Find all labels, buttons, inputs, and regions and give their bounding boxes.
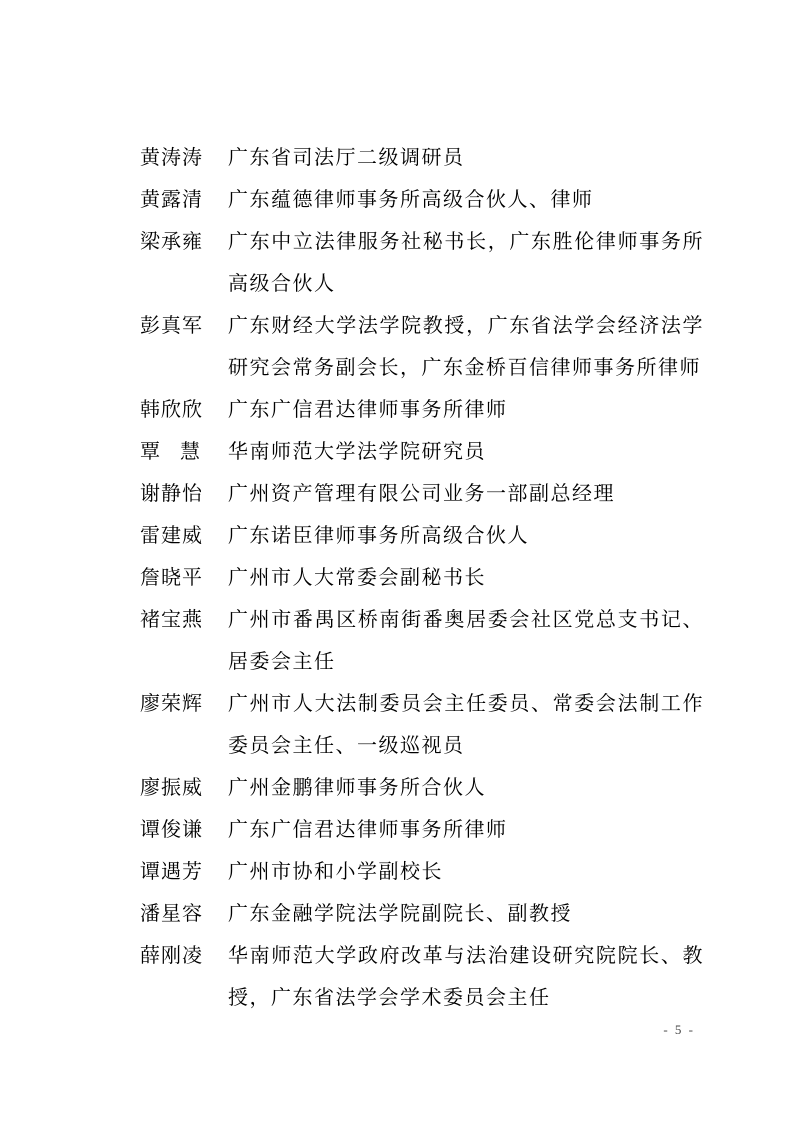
member-description: 广州金鹏律师事务所合伙人 [228, 775, 486, 799]
member-name: 谭俊谦 [140, 817, 203, 841]
member-description: 广东广信君达律师事务所律师 [228, 817, 508, 841]
member-description: 广东蕴德律师事务所高级合伙人、律师 [228, 187, 594, 211]
member-name: 潘星容 [140, 901, 203, 925]
member-list [140, 136, 730, 1018]
list-item [140, 766, 730, 808]
member-description: 广州市人大法制委员会主任委员、常委会法制工作委员会主任、一级巡视员 [228, 691, 704, 757]
member-name: 谢静怡 [140, 481, 203, 505]
member-description: 华南师范大学政府改革与法治建设研究院院长、教授，广东省法学会学术委员会主任 [228, 943, 704, 1009]
member-name: 廖荣辉 [140, 691, 203, 715]
list-item [140, 304, 730, 388]
member-name: 彭真军 [140, 313, 203, 337]
list-item [140, 934, 730, 1018]
member-name: 雷建威 [140, 523, 203, 547]
member-name: 黄涛涛 [140, 145, 203, 169]
list-item [140, 808, 730, 850]
member-name: 褚宝燕 [140, 607, 203, 631]
member-description: 华南师范大学法学院研究员 [228, 439, 486, 463]
member-description: 广东财经大学法学院教授，广东省法学会经济法学研究会常务副会长，广东金桥百信律师事务所律师 [228, 313, 704, 379]
member-description: 广州资产管理有限公司业务一部副总经理 [228, 481, 615, 505]
member-description: 广东金融学院法学院副院长、副教授 [228, 901, 572, 925]
list-item [140, 388, 730, 430]
member-description: 广东中立法律服务社秘书长，广东胜伦律师事务所高级合伙人 [228, 229, 704, 295]
member-name: 覃 慧 [140, 439, 200, 463]
member-name: 黄露清 [140, 187, 203, 211]
list-item [140, 892, 730, 934]
member-description: 广东省司法厅二级调研员 [228, 145, 465, 169]
member-name: 韩欣欣 [140, 397, 203, 421]
member-description: 广东广信君达律师事务所律师 [228, 397, 508, 421]
list-item [140, 850, 730, 892]
member-name: 谭遇芳 [140, 859, 203, 883]
member-description: 广东诺臣律师事务所高级合伙人 [228, 523, 529, 547]
list-item [140, 598, 730, 682]
list-item [140, 430, 730, 472]
page-number: - 5 - [663, 1022, 695, 1037]
member-description: 广州市人大常委会副秘书长 [228, 565, 486, 589]
member-description: 广州市番禺区桥南街番奥居委会社区党总支书记、居委会主任 [228, 607, 704, 673]
list-item [140, 220, 730, 304]
member-name: 梁承雍 [140, 229, 203, 253]
list-item [140, 178, 730, 220]
member-name: 薛刚凌 [140, 943, 203, 967]
member-description: 广州市协和小学副校长 [228, 859, 443, 883]
list-item [140, 556, 730, 598]
list-item [140, 136, 730, 178]
list-item [140, 472, 730, 514]
member-name: 廖振威 [140, 775, 203, 799]
list-item [140, 514, 730, 556]
list-item [140, 682, 730, 766]
member-name: 詹晓平 [140, 565, 203, 589]
